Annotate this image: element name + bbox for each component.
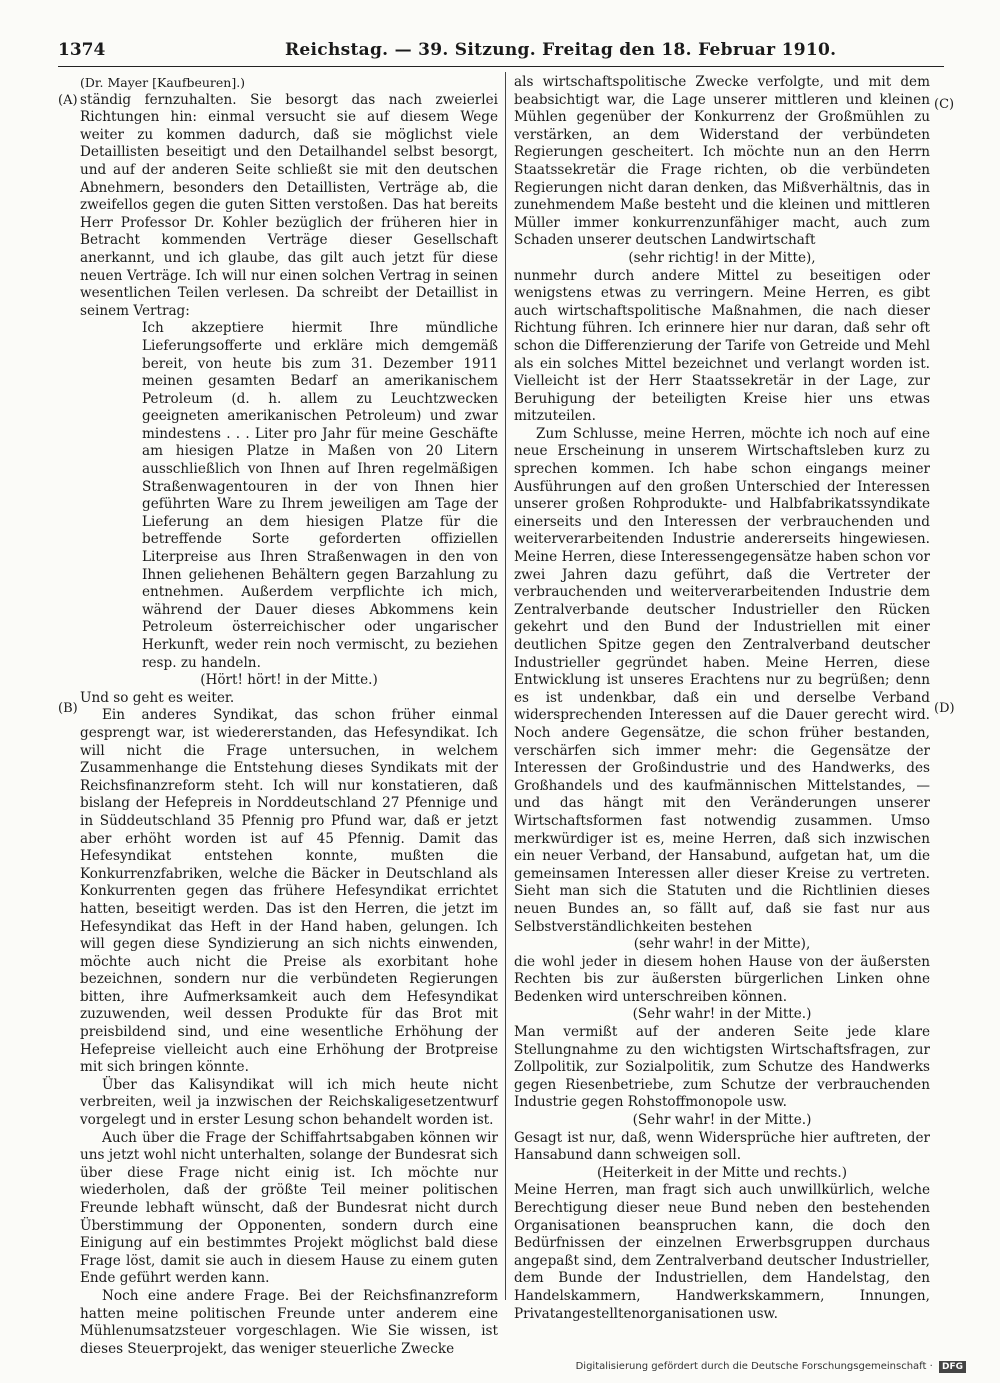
footer-credit (576, 1361, 966, 1373)
left-column (80, 74, 498, 1358)
paragraph: als wirtschaftspolitische Zwecke verfolgte, und mit dem beabsichtigt war, die Lage unserer mittleren und kleinen Mühlen gegenüber der Konkurrenz der Großmühlen zu verstärken, an dem Widerstand der verbündeten Regierungen gescheitert. Ich möchte nun an den Herrn Staatssekretär die Frage richten, ob die verbündeten Regierungen nicht daran denken, das Mißverhältnis, das in zunehmendem Maße besteht und die kleinen und mittleren Müller immer konkurrenzunfähiger macht, auch zum Schaden unserer deutschen Landwirtschaft (514, 74, 930, 249)
interjection: (Hört! hört! in der Mitte.) (200, 672, 378, 689)
interjection: (Sehr wahr! in der Mitte.) (632, 1006, 812, 1023)
margin-marker-d: (D) (934, 701, 955, 716)
paragraph: Gesagt ist nur, daß, wenn Widersprüche hier auftreten, der Hansabund dann schweigen soll. (514, 1129, 930, 1164)
page-number: 1374 (58, 40, 106, 60)
contract-quote: Ich akzeptiere hiermit Ihre mündliche Lieferungsofferte und erkläre mich demgemäß bereit, von heute bis zum 31. Dezember 1911 meinen gesamten Bedarf an amerikanischem Petroleum (d. h. allem zu Leuchtzwecken geeigneten amerikanischen Petroleum) und zwar mindestens . . . Liter pro Jahr für meine Geschäfte am hiesigen Platze in Maßen von 20 Litern ausschließlich von Ihnen auf Ihren regelmäßigen Straßenwagentouren in der von Ihnen hier geführten Ware zu Ihrem jeweiligen am Tage der Lieferung an dem hiesigen Platze für die betreffende Sorte geforderten offiziellen Literpreise aus Ihren Straßenwagen in den von Ihnen geliehenen Behältern gegen Barzahlung zu entnehmen. Außerdem verpflichte ich mich, während der Dauer dieses Abkommens kein Petroleum österreichischer oder ungarischer Herkunft, weder rein noch vermischt, zu beziehen resp. zu handeln. (142, 320, 498, 671)
paragraph: Über das Kalisyndikat will ich mich heute nicht verbreiten, weil ja inzwischen der Reichskaligesetzentwurf vorgelegt und in erster Lesung schon behandelt worden ist. (80, 1076, 498, 1129)
paragraph: Und so geht es weiter. (80, 689, 235, 706)
paragraph: Auch über die Frage der Schiffahrtsabgaben können wir uns jetzt wohl nicht unterhalten, solange der Bundesrat sich über diese Frage nicht einig ist. Ich möchte nur wiederholen, daß der größte Teil meiner politischen Freunde lebhaft wünscht, daß der Bundesrat nicht durch Überstimmung der Opponenten, sondern durch eine Einigung auf ein bestimmtes Projekt möglichst bald diese Frage löst, damit sie auch in diesem Hause zu einem guten Ende geführt werden kann. (80, 1129, 498, 1287)
paragraph: Ein anderes Syndikat, das schon früher einmal gesprengt war, ist wiedererstanden, das Hefesyndikat. Ich will nicht die Frage untersuchen, in welchem Zusammenhange die Entstehung dieses Syndikats mit der Reichsfinanzreform steht. Ich will nur konstatieren, daß bislang der Hefepreis in Norddeutschland 27 Pfennige und in Süddeutschland 35 Pfennig pro Pfund war, daß er jetzt aber erhöht worden ist auf 45 Pfennig. Damit das Hefesyndikat entstehen konnte, mußten die Konkurrenzfabriken, welche die Bäcker in Deutschland als Konkurrenten gegen das frühere Hefesyndikat errichtet hatten, beseitigt werden. Das ist den Herren, die jetzt im Hefesyndikat das Heft in der Hand haben, gelungen. Ich will gegen diese Syndizierung an sich nichts einwenden, möchte auch nicht die Preise als exorbitant hohe bezeichnen, sondern nur die verbündeten Regierungen bitten, ihre Aufmerksamkeit auch dem Hefesyndikat zuzuwenden, weil dessen Produkte für das Brot mit preisbildend sind, und eine wesentliche Erhöhung der Hefepreise vielleicht auch eine Erhöhung der Brotpreise mit sich bringen könnte. (80, 707, 498, 1076)
interjection: (sehr richtig! in der Mitte), (628, 249, 816, 266)
paragraph: ständig fernzuhalten. Sie besorgt das nach zweierlei Richtungen hin: einmal versucht sie auf diesem Wege weiter zu kommen dadurch, daß sie möglichst viele Detaillisten beseitigt und den Detailhandel selbst besorgt, und auf der anderen Seite schließt sie mit den deutschen Abnehmern, besonders den Detaillisten, Verträge ab, die zweifellos gegen die guten Sitten verstoßen. Das hat bereits Herr Professor Dr. Kohler bezüglich der früheren hier in Betracht kommenden Verträge dieser Gesellschaft anerkannt, und ich glaube, das gilt auch jetzt für diese neuen Verträge. Ich will nur einen solchen Vertrag in seinen wesentlichen Teilen verlesen. Da schreibt der Detaillist in seinem Vertrag: (80, 91, 498, 319)
paragraph: Man vermißt auf der anderen Seite jede klare Stellungnahme zu den wichtigsten Wirtschaftsfragen, zur Zollpolitik, zur Sozialpolitik, zum Schutze des Handwerks gegen Riesenbetriebe, zum Schutze der verbrauchenden Industrie gegen Rohstoffmonopole usw. (514, 1024, 930, 1111)
header-rule (58, 66, 944, 67)
paragraph: nunmehr durch andere Mittel zu beseitigen oder wenigstens etwas zu verringern. Meine Herren, es gibt auch wirtschaftspolitische Maßnahmen, die nach dieser Richtung führen. Ich erinnere hier nur daran, daß sehr oft schon die Differenzierung der Tarife von Getreide und Mehl als ein solches Mittel bezeichnet und verlangt worden ist. Vielleicht ist der Herr Staatssekretär in der Lage, zur Beruhigung der beteiligten Kreise hier uns etwas mitzuteilen. (514, 267, 930, 425)
margin-marker-a: (A) (58, 93, 78, 108)
margin-marker-c: (C) (934, 97, 955, 112)
column-rule (505, 72, 506, 1300)
paragraph: Meine Herren, man fragt sich auch unwillkürlich, welche Berechtigung dieser neue Bund neben den bestehenden Organisationen beanspruchen kann, die doch den Bedürfnissen der einzelnen Erwerbsgruppen durchaus angepaßt sind, dem Zentralverband deutscher Industrieller, dem Bunde der Industriellen, dem Handelstag, den Handelskammern, Handwerkskammern, Innungen, Privatangestelltenorganisationen usw. (514, 1182, 930, 1322)
paragraph: Zum Schlusse, meine Herren, möchte ich noch auf eine neue Erscheinung in unserem Wirtschaftsleben kurz zu sprechen kommen. Ich habe schon eingangs meiner Ausführungen auf den großen Unterschied der Interessen unserer großen Rohprodukte- und Halbfabrikatssyndikate einerseits und den Interessen der verbrauchenden und weiterverarbeitenden Industrie andererseits hingewiesen. Meine Herren, diese Interessengegensätze haben schon vor zwei Jahren dazu geführt, daß die Vertreter der verbrauchenden und weiterverarbeitenden Industrie dem Zentralverbande deutscher Industrieller den Rücken gekehrt und den Bund der Industriellen mit einer deutlichen Spitze gegen den Zentralverband deutscher Industrieller gegründet haben. Meine Herren, diese Entwicklung ist unseres Erachtens nur zu begrüßen; denn es ist undenkbar, daß ein und derselbe Verband widersprechenden Interessen auf die Dauer gerecht wird. Noch andere Gegensätze, die schon früher bestanden, verschärfen sich immer mehr: die Gegensätze der Interessen der Großindustrie und des Handwerks, des Großhandels und des kaufmännischen Mittelstandes, — und das hängt mit den Veränderungen unserer Wirtschaftsformen fast notwendig zusammen. Umso merkwürdiger ist es, meine Herren, daß sich inzwischen ein neuer Verband, der Hansabund, aufgetan hat, um die gemeinsamen Interessen aller dieser Kreise zu vertreten. Sieht man sich die Statuten und die Richtlinien dieses neuen Bundes an, so fällt auf, daß sie fast nur aus Selbstverständlichkeiten bestehen (514, 425, 930, 935)
interjection: (sehr wahr! in der Mitte), (633, 936, 811, 953)
interjection: (Sehr wahr! in der Mitte.) (632, 1112, 812, 1129)
interjection: (Heiterkeit in der Mitte und rechts.) (596, 1164, 848, 1181)
paragraph: die wohl jeder in diesem hohen Hause von der äußersten Rechten bis zur äußersten bürgerlichen Linken ohne Bedenken wird unterschreiben können. (514, 953, 930, 1005)
margin-marker-b: (B) (58, 701, 78, 716)
paragraph: Noch eine andere Frage. Bei der Reichsfinanzreform hatten meine politischen Freunde unter anderem eine Mühlenumsatzsteuer vorgeschlagen. Wie Sie wissen, ist dieses Steuerprojekt, das weniger steuerliche Zwecke (80, 1287, 498, 1357)
footer-text: Digitalisierung gefördert durch die Deutsche Forschungsgemeinschaft · (575, 1361, 933, 1372)
right-column (514, 74, 930, 1323)
page-header-title: Reichstag. — 39. Sitzung. Freitag den 18. Februar 1910. (285, 40, 837, 60)
dfg-logo: DFG (939, 1361, 966, 1373)
speaker-label: (Dr. Mayer [Kaufbeuren].) (80, 75, 246, 90)
